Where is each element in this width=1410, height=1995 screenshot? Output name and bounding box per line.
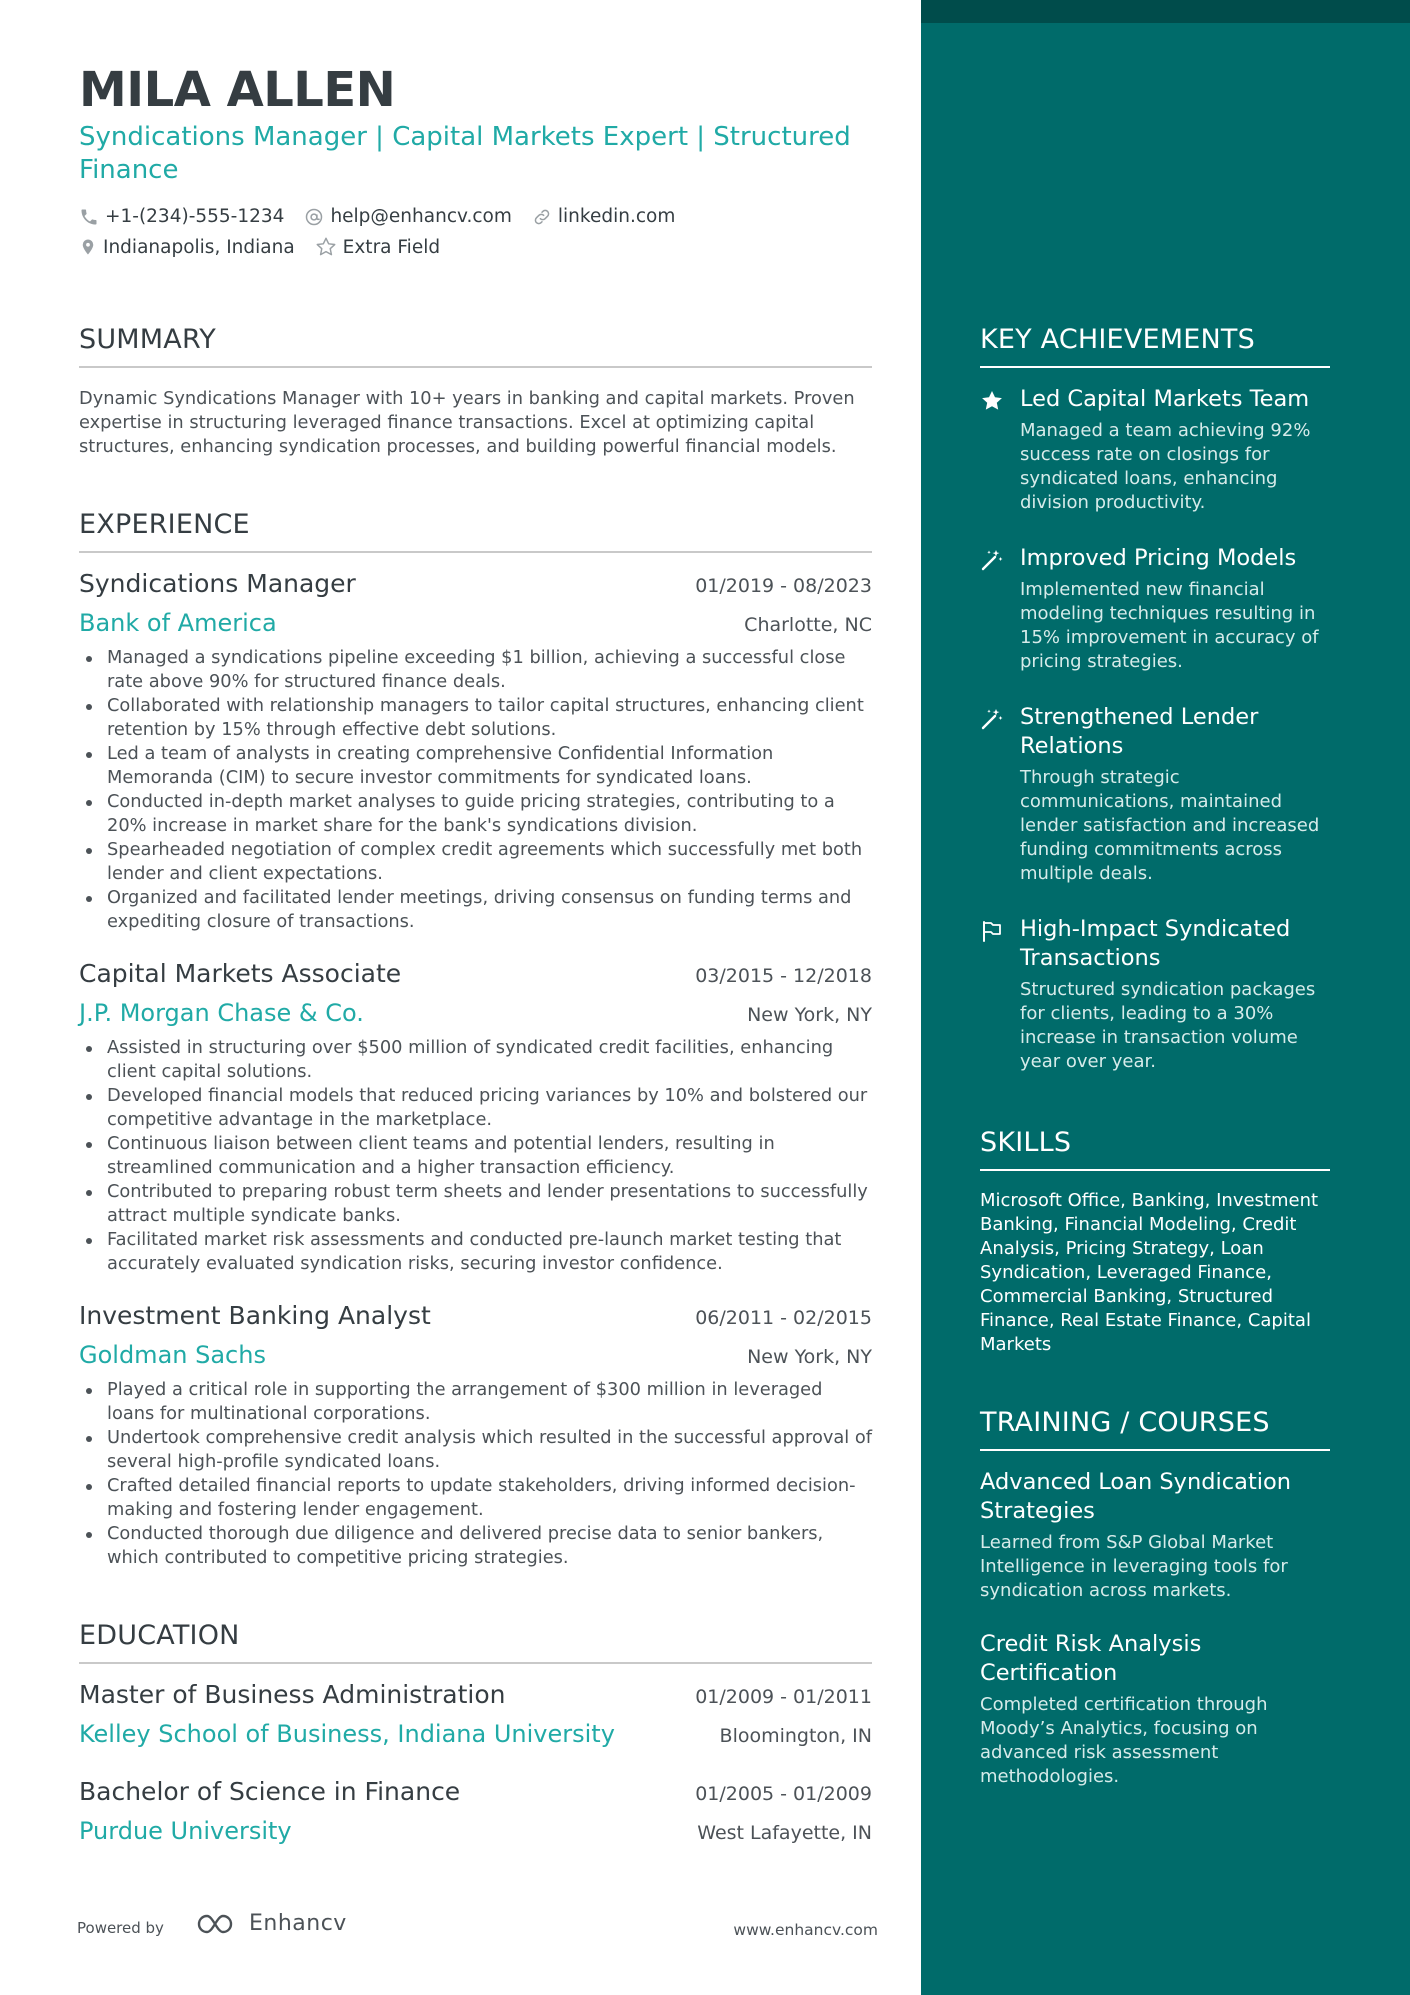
candidate-name: MILA ALLEN: [79, 62, 396, 118]
star-outline-icon: [315, 236, 337, 258]
bullet-item: Crafted detailed financial reports to update stakeholders, driving informed decision-making and fostering lender engagement.: [79, 1474, 872, 1522]
skills-section-title: SKILLS: [980, 1127, 1330, 1171]
bullet-item: Continuous liaison between client teams and potential lenders, resulting in streamlined communication and a higher transaction efficiency.: [79, 1132, 872, 1180]
education-item: [79, 1777, 872, 1845]
job-location: New York, NY: [747, 1004, 872, 1026]
school-name: Purdue University: [79, 1817, 292, 1845]
achievement-desc: Implemented new financial modeling techniques resulting in 15% improvement in accuracy of pricing strategies.: [1020, 579, 1319, 672]
achievement-desc: Managed a team achieving 92% success rate on closings for syndicated loans, enhancing division productivity.: [1020, 420, 1311, 513]
job-bullets: [79, 1378, 872, 1570]
contact-extra: [315, 236, 440, 258]
link-icon: [532, 207, 552, 227]
achievement-title: Led Capital Markets Team: [1020, 386, 1310, 412]
achievement-title: Improved Pricing Models: [1020, 545, 1297, 571]
headline: Syndications Manager | Capital Markets Expert | Structured Finance: [79, 122, 851, 185]
job-dates: 01/2019 - 08/2023: [695, 575, 872, 597]
company-name: Bank of America: [79, 609, 277, 637]
course-title: Advanced Loan Syndication Strategies: [980, 1469, 1292, 1524]
bullet-item: Undertook comprehensive credit analysis which resulted in the successful approval of several high-profile syndicated loans.: [79, 1426, 872, 1474]
location-pin-icon: [79, 237, 97, 257]
school-name: Kelley School of Business, Indiana University: [79, 1720, 615, 1748]
experience-item: [79, 569, 872, 934]
achievement-desc: Through strategic communications, maintained lender satisfaction and increased funding commitments across multiple deals.: [1020, 767, 1320, 884]
flag-icon: [980, 919, 1004, 943]
job-location: New York, NY: [747, 1346, 872, 1368]
star-icon: [980, 389, 1004, 413]
achievement-title: High-Impact Syndicated Transactions: [1020, 916, 1291, 971]
degree: Bachelor of Science in Finance: [79, 1777, 461, 1806]
contact-row-2: [79, 236, 460, 258]
course-desc: Completed certification through Moody’s Analytics, focusing on advanced risk assessment methodologies.: [980, 1694, 1268, 1787]
bullet-item: Conducted in-depth market analyses to guide pricing strategies, contributing to a 20% increase in market share for the bank's syndications division.: [79, 790, 872, 838]
footer-url[interactable]: www.enhancv.com: [733, 1921, 878, 1939]
achievements-section-title: KEY ACHIEVEMENTS: [980, 324, 1330, 368]
magic-wand-icon: [980, 707, 1004, 731]
bullet-item: Facilitated market risk assessments and conducted pre-launch market testing that accurately evaluated syndication risks, securing investor confidence.: [79, 1228, 872, 1276]
achievement-title: Strengthened Lender Relations: [1020, 704, 1259, 759]
education-section-title: EDUCATION: [79, 1620, 872, 1664]
enhancv-logo-icon: [195, 1912, 241, 1936]
experience-item: [79, 959, 872, 1276]
bullet-item: Played a critical role in supporting the arrangement of $300 million in leveraged loans for multinational corporations.: [79, 1378, 872, 1426]
link-text: linkedin.com: [557, 206, 676, 227]
bullet-item: Conducted thorough due diligence and delivered precise data to senior bankers, which contributed to competitive pricing strategies.: [79, 1522, 872, 1570]
phone-icon: [79, 207, 99, 227]
footer-powered-by: Powered by: [77, 1919, 164, 1937]
course-item: [980, 1468, 1330, 1603]
achievement-desc: Structured syndication packages for clients, leading to a 30% increase in transaction volume year over year.: [1020, 979, 1316, 1072]
enhancv-logo-text: Enhancv: [249, 1911, 347, 1936]
job-dates: 06/2011 - 02/2015: [695, 1307, 872, 1329]
job-bullets: [79, 646, 872, 934]
contact-phone[interactable]: [79, 206, 284, 227]
course-title: Credit Risk Analysis Certification: [980, 1631, 1202, 1686]
school-location: Bloomington, IN: [719, 1725, 872, 1747]
extra-field-text: Extra Field: [342, 236, 441, 258]
school-location: West Lafayette, IN: [697, 1822, 872, 1844]
bullet-item: Contributed to preparing robust term sheets and lender presentations to successfully attract multiple syndicate banks.: [79, 1180, 872, 1228]
course-desc: Learned from S&P Global Market Intelligence in leveraging tools for syndication across markets.: [980, 1532, 1288, 1601]
job-title: Syndications Manager: [79, 569, 356, 598]
bullet-item: Assisted in structuring over $500 million of syndicated credit facilities, enhancing client capital solutions.: [79, 1036, 872, 1084]
education-dates: 01/2005 - 01/2009: [695, 1783, 872, 1805]
degree: Master of Business Administration: [79, 1680, 506, 1709]
contact-location: [79, 237, 295, 258]
achievement-item: [980, 544, 1330, 674]
job-title: Capital Markets Associate: [79, 959, 402, 988]
bullet-item: Developed financial models that reduced pricing variances by 10% and bolstered our competitive advantage in the marketplace.: [79, 1084, 872, 1132]
email-text: help@enhancv.com: [330, 206, 512, 227]
bullet-item: Collaborated with relationship managers to tailor capital structures, enhancing client retention by 15% through effective debt solutions.: [79, 694, 872, 742]
bullet-item: Managed a syndications pipeline exceeding $1 billion, achieving a successful close rate above 90% for structured finance deals.: [79, 646, 872, 694]
enhancv-logo[interactable]: [195, 1911, 347, 1936]
job-bullets: [79, 1036, 872, 1276]
education-dates: 01/2009 - 01/2011: [695, 1686, 872, 1708]
magic-wand-icon: [980, 548, 1004, 572]
education-item: [79, 1680, 872, 1748]
training-section-title: TRAINING / COURSES: [980, 1407, 1330, 1451]
job-location: Charlotte, NC: [744, 614, 872, 636]
location-text: Indianapolis, Indiana: [103, 236, 295, 258]
bullet-item: Spearheaded negotiation of complex credit agreements which successfully met both lender and client expectations.: [79, 838, 872, 886]
at-icon: [304, 207, 324, 227]
contact-email[interactable]: [304, 206, 511, 227]
summary-text: Dynamic Syndications Manager with 10+ years in banking and capital markets. Proven expertise in structuring leveraged finance transactions. Excel at optimizing capital structures, enhancing syndication processes, and building powerful financial models.: [79, 388, 855, 457]
experience-item: [79, 1301, 872, 1570]
company-name: Goldman Sachs: [79, 1341, 266, 1369]
achievement-item: [980, 385, 1330, 515]
contact-row-1: [79, 206, 695, 227]
achievement-item: [980, 703, 1330, 886]
skills-text: Microsoft Office, Banking, Investment Banking, Financial Modeling, Credit Analysis, Pricing Strategy, Loan Syndication, Leveraged Finance, Commercial Banking, Structured Finance, Real Estate Finance, Capital Markets: [980, 1190, 1319, 1355]
job-dates: 03/2015 - 12/2018: [695, 965, 872, 987]
experience-section-title: EXPERIENCE: [79, 509, 872, 553]
company-name: J.P. Morgan Chase & Co.: [79, 999, 364, 1027]
summary-section-title: SUMMARY: [79, 324, 872, 368]
bullet-item: Led a team of analysts in creating comprehensive Confidential Information Memoranda (CIM) to secure investor commitments for syndicated loans.: [79, 742, 872, 790]
phone-text: +1-(234)-555-1234: [105, 206, 285, 227]
achievement-item: [980, 915, 1330, 1074]
contact-link[interactable]: [532, 206, 675, 227]
course-item: [980, 1630, 1330, 1789]
bullet-item: Organized and facilitated lender meetings, driving consensus on funding terms and expediting closure of transactions.: [79, 886, 872, 934]
job-title: Investment Banking Analyst: [79, 1301, 431, 1330]
sidebar-top-bar: [921, 0, 1410, 23]
